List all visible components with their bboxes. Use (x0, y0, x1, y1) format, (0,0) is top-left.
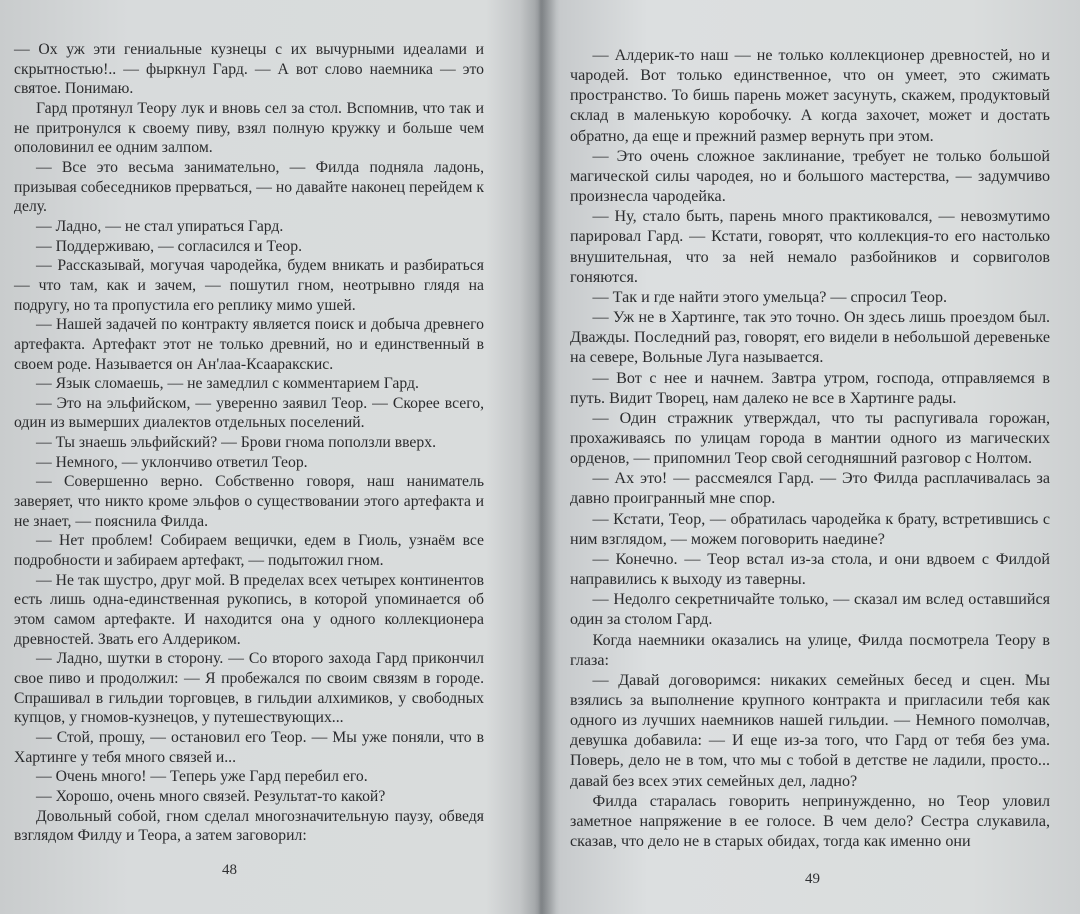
paragraph: — Стой, прошу, — остановил его Теор. — Мы уже поняли, что в Хартинге у тебя много связей и... (14, 728, 484, 766)
paragraph: — Давай договоримся: никаких семейных бесед и сцен. Мы взялись за выполнение крупного контракта и пригласили тебя как одного из лучших наемников нашей гильдии. — Немного помолчав, девушка добавила: — И еще из-за того, что Гард от тебя без ума. Поверь, дело не в том, что мы с тобой в детстве не ладили, просто... давай без всех этих семейных дел, ладно? (570, 671, 1050, 790)
paragraph: — Уж не в Хартинге, так это точно. Он здесь лишь проездом был. Дважды. Последний раз, говорят, его видели в небольшой деревеньке на севере, Вольные Луга называется. (570, 309, 1050, 367)
paragraph: — Кстати, Теор, — обратилась чародейка к брату, встретившись с ним взглядом, — можем поговорить наедине? (570, 510, 1050, 548)
paragraph: — Совершенно верно. Собственно говоря, наш наниматель заверяет, что никто кроме эльфов о существовании этого артефакта и не знает, — пояснила Филда. (14, 473, 484, 530)
paragraph: — Недолго секретничайте только, — сказал им вслед оставшийся один за столом Гард. (570, 591, 1050, 629)
right-page (540, 0, 1080, 914)
paragraph: — Ах это! — рассмеялся Гард. — Это Филда расплачивалась за давно проигранный мне спор. (570, 470, 1050, 508)
paragraph: — Хорошо, очень много связей. Результат-то какой? (35, 787, 386, 805)
paragraph: — Один стражник утверждал, что ты распугивала горожан, прохаживаясь по улицам города в мантии одного из магических орденов, — припомнил Теор свой сегодняшний разговор с Нолтом. (570, 409, 1050, 468)
page-number: 48 (222, 862, 237, 878)
paragraph: — Язык сломаешь, — не замедлил с комментарием Гард. (35, 375, 419, 393)
paragraph: — Ну, стало быть, парень много практиковался, — невозмутимо парировал Гард. — Кстати, говорят, что коллекция-то его настолько внушительная, что за ней немало разбойников и сорвиголов гоняются. (570, 208, 1050, 286)
paragraph: — Вот с нее и начнем. Завтра утром, господа, отправляемся в путь. Видит Творец, нам далеко не все в Хартинге рады. (570, 369, 1050, 407)
paragraph: — Рассказывай, могучая чародейка, будем вникать и разбираться — что там, как и зачем, — пошутил гном, неотрывно глядя на подругу, но та пропустила его реплику мимо ушей. (14, 257, 484, 314)
right-page-text (570, 46, 1050, 852)
paragraph: Филда старалась говорить непринужденно, но Теор уловил заметное напряжение в ее голосе. В чем дело? Сестра слукавила, сказав, что дело не в старых обидах, тогда как именно они (570, 792, 1050, 851)
paragraph: — Так и где найти этого умельца? — спросил Теор. (592, 288, 948, 306)
paragraph: — Нет проблем! Собираем вещички, едем в Гиоль, узнаём все подробности и забираем артефакт, — подытожил гном. (14, 532, 484, 570)
paragraph: — Немного, — уклончиво ответил Теор. (35, 453, 308, 471)
left-page-text (14, 40, 484, 846)
paragraph: — Поддерживаю, — согласился и Теор. (35, 237, 303, 255)
paragraph: Гард протянул Теору лук и вновь сел за стол. Вспомнив, что так и не притронулся к своему пиву, взял полную кружку и больше чем ополовинил ее одним залпом. (14, 99, 484, 157)
paragraph: — Это на эльфийском, — уверенно заявил Теор. — Скорее всего, один из вымерших диалектов отдельных поселений. (14, 394, 484, 432)
paragraph: — Не так шустро, друг мой. В пределах всех четырех континентов есть лишь одна-единственная рукопись, в которой упоминается об этом самом артефакте. И находится она у одного коллекционера древностей. Звать его Алдериком. (14, 571, 484, 648)
paragraph: — Алдерик-то наш — не только коллекционер древностей, но и чародей. Вот только единственное, что он умеет, это сжимать пространство. То бишь парень может засунуть, скажем, продуктовый склад в маленькую коробочку. А когда захочет, может и достать обратно, да еще и прежний размер вернуть при этом. (570, 47, 1050, 145)
paragraph: — Ты знаешь эльфийский? — Брови гнома поползли вверх. (35, 434, 437, 452)
paragraph: — Ладно, — не стал упираться Гард. (35, 217, 284, 235)
paragraph: — Конечно. — Теор встал из-за стола, и они вдвоем с Филдой направились к выходу из таверны. (570, 550, 1050, 589)
paragraph: — Все это весьма занимательно, — Филда подняла ладонь, призывая собеседников прерваться, — но давайте наконец перейдем к делу. (14, 158, 484, 216)
left-page (0, 0, 538, 914)
paragraph: — Это очень сложное заклинание, требует не только большой магической силы чародея, но и большого мастерства, — задумчиво произнесла чародейка. (570, 147, 1050, 206)
paragraph: Довольный собой, гном сделал многозначительную паузу, обведя взглядом Филду и Теора, а затем заговорил: (14, 807, 484, 845)
paragraph: Когда наемники оказались на улице, Филда посмотрела Теору в глаза: (570, 631, 1050, 669)
page-number: 49 (805, 871, 820, 887)
paragraph: — Ладно, шутки в сторону. — Со второго захода Гард прикончил свое пиво и продолжил: — Я пробежался по своим связям в городе. Спрашивал в гильдии торговцев, в гильдии алхимиков, у свободных купцов, у гномов-кузнецов, у путешествующих... (14, 650, 484, 727)
paragraph: — Ох уж эти гениальные кузнецы с их вычурными идеалами и скрытностью!.. — фыркнул Гард. — А вот слово наемника — это святое. Понимаю. (14, 41, 484, 98)
paragraph: — Очень много! — Теперь уже Гард перебил его. (35, 768, 368, 786)
paragraph: — Нашей задачей по контракту является поиск и добыча древнего артефакта. Артефакт этот не только древний, но и единственный в своем роде. Называется он Ан'лаа-Ксааракскис. (14, 316, 484, 373)
